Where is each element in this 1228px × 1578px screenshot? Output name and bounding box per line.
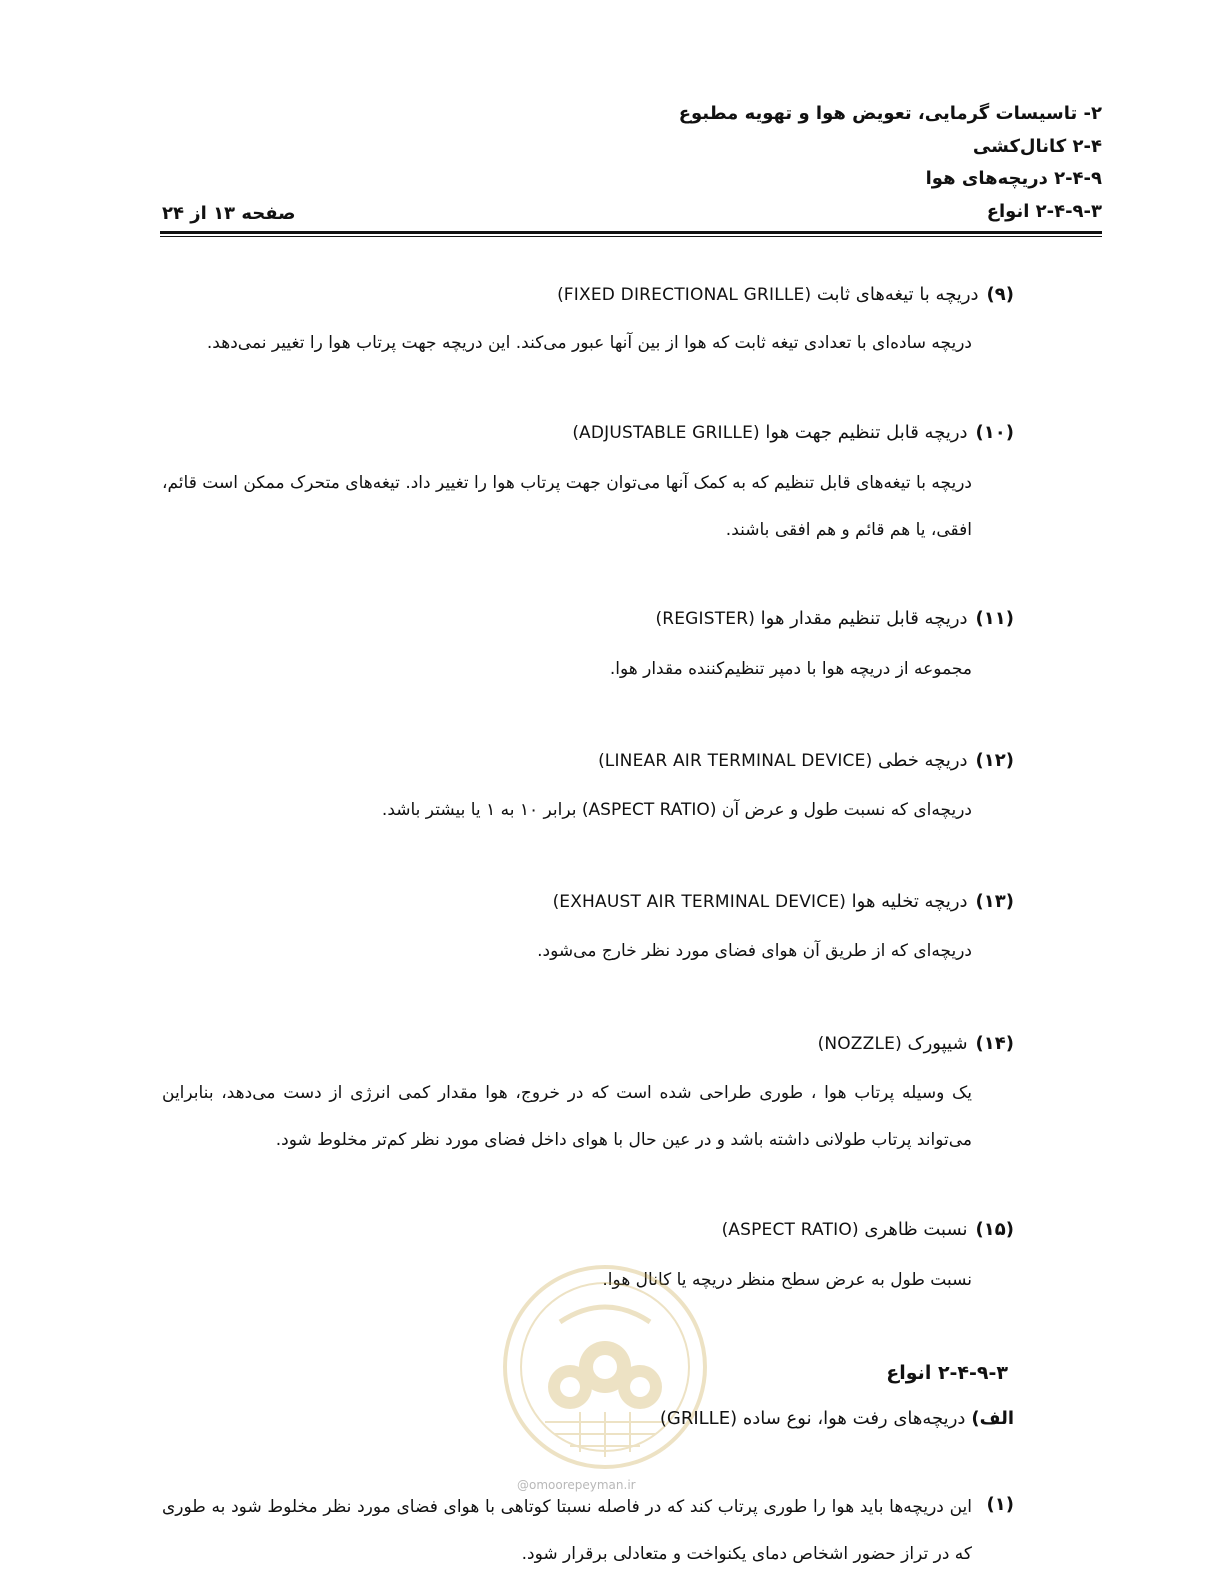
definition-title [818, 1033, 1014, 1054]
definition-term: نسبت ظاهری [864, 1219, 968, 1240]
definition-number: (۱۳) [975, 891, 1014, 912]
definition-term: دریچه خطی [877, 750, 968, 771]
definition-english-term: (NOZZLE) [817, 1034, 902, 1054]
watermark-url: @omoorepeyman.ir [517, 1478, 636, 1492]
definition-body: دریچه‌ای که نسبت طول و عرض آن (ASPECT RATIO) برابر ۱۰ به ۱ یا بیشتر باشد. [381, 800, 972, 820]
page-number: صفحه ۱۳ از ۲۴ [162, 203, 296, 224]
definition-number: (۱۰) [975, 422, 1014, 443]
definition-english-term: (LINEAR AIR TERMINAL DEVICE) [598, 751, 873, 771]
definition-number: (۹) [986, 284, 1014, 305]
definition-body: مجموعه از دریچه هوا با دمپر تنظیم‌کننده مقدار هوا. [609, 659, 972, 679]
definition-english-term: (FIXED DIRECTIONAL GRILLE) [557, 285, 812, 305]
definition-title [656, 608, 1014, 629]
paragraph-number: (۱) [986, 1494, 1014, 1515]
definition-body: دریچه ساده‌ای با تعدادی تیغه ثابت که هوا از بین آنها عبور می‌کند. این دریچه جهت پرتاب هوا را تغییر نمی‌دهد. [206, 333, 972, 353]
definition-english-term: (ADJUSTABLE GRILLE) [572, 423, 760, 443]
definition-title [572, 422, 1014, 443]
definition-title [598, 750, 1014, 771]
definition-number: (۱۵) [975, 1219, 1014, 1240]
definition-term: دریچه تخلیه هوا [851, 891, 968, 912]
header-divider-thin [160, 236, 1102, 237]
definition-title [557, 284, 1014, 305]
definition-number: (۱۴) [975, 1033, 1014, 1054]
definition-title [722, 1219, 1014, 1240]
paragraph-body: این دریچه‌ها باید هوا را طوری پرتاب کند که در فاصله نسبتا کوتاهی با هوای فضای مورد نظر مخلوط شود به طوری که در تراز حضور اشخاص دمای یکنواخت و متعادلی برقرار شود. [162, 1497, 972, 1564]
subsection-title [660, 1408, 1014, 1429]
subsection-text: دریچه‌های رفت هوا، نوع ساده (GRILLE) [659, 1408, 966, 1429]
definition-body: دریچه‌ای که از طریق آن هوای فضای مورد نظر خارج می‌شود. [537, 941, 972, 961]
definition-term: شیپورک [907, 1033, 968, 1054]
header-section-title: ۲-۴ کانال‌کشی [972, 136, 1102, 157]
definition-number: (۱۱) [975, 608, 1014, 629]
definition-english-term: (ASPECT RATIO) [721, 1220, 859, 1240]
definition-term: دریچه قابل تنظیم مقدار هوا [760, 608, 968, 629]
subsection-label: الف) [971, 1408, 1014, 1429]
header-chapter-title: ۲- تاسیسات گرمایی، تعویض هوا و تهویه مطبوع [678, 103, 1102, 124]
definition-term: دریچه قابل تنظیم جهت هوا [765, 422, 968, 443]
section-heading: ۲-۴-۹-۳ انواع [886, 1362, 1008, 1384]
definition-body: دریچه با تیغه‌های قابل تنظیم که به کمک آنها می‌توان جهت پرتاب هوا را تغییر داد. تیغه‌های متحرک ممکن است قائم، افقی، یا هم قائم و هم افقی باشند. [162, 473, 972, 540]
definition-number: (۱۲) [975, 750, 1014, 771]
definition-english-term: (EXHAUST AIR TERMINAL DEVICE) [552, 892, 846, 912]
definition-english-term: (REGISTER) [655, 609, 755, 629]
definition-body: یک وسیله پرتاب هوا ، طوری طراحی شده است که در خروج، هوا مقدار کمی انرژی از دست می‌دهد، بنابراین می‌تواند پرتاب طولانی داشته باشد و در عین حال با هوای داخل فضای مورد نظر کم‌تر مخلوط شود. [162, 1083, 972, 1150]
definition-body: نسبت طول به عرض سطح منظر دریچه یا کانال هوا. [602, 1270, 972, 1290]
header-topic-title: ۲-۴-۹-۳ انواع [986, 201, 1102, 222]
header-subsection-title: ۲-۴-۹ دریچه‌های هوا [925, 168, 1102, 189]
definition-title [553, 891, 1014, 912]
watermark-logo-icon [500, 1262, 710, 1472]
definition-term: دریچه با تیغه‌های ثابت [816, 284, 979, 305]
header-divider-thick [160, 231, 1102, 234]
